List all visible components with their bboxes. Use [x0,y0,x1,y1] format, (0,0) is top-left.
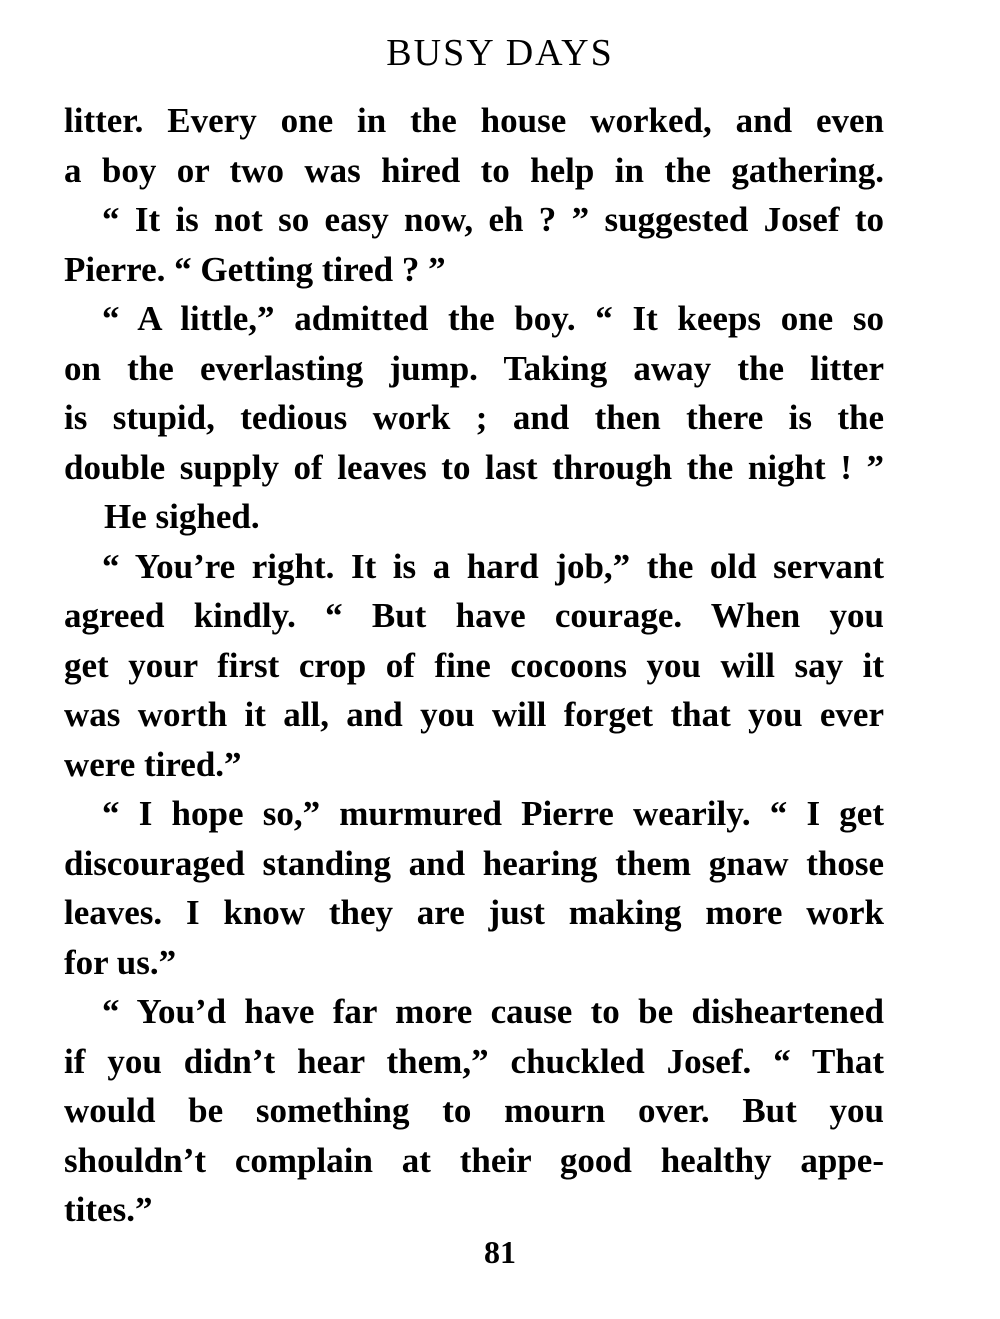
text-line: were tired.” [64,744,242,784]
text-line: “ A little,” admitted the boy. “ It keeps one so [102,299,884,338]
text-line: for us.” [64,942,177,982]
text-line: get your first crop of fine cocoons you will say it [64,645,884,685]
text-line: on the everlasting jump. Taking away the litter [64,348,884,388]
text-line: He sighed. [104,497,260,536]
text-line: is stupid, tedious work ; and then there is the [64,398,884,437]
text-line: would be something to mourn over. But you [64,1091,884,1130]
text-line: leaves. I know they are just making more work [64,893,884,932]
text-line: was worth it all, and you will forget that you ever [64,695,884,734]
text-line: “ I hope so,” murmured Pierre wearily. “ I get [102,794,884,833]
text-line: agreed kindly. “ But have courage. When you [64,596,884,635]
running-head: BUSY DAYS [386,32,614,74]
text-line: litter. Every one in the house worked, and even [64,101,884,140]
text-line: discouraged standing and hearing them gnaw those [64,843,884,883]
body-text [64,96,884,1235]
text-line: Pierre. “ Getting tired ? ” [64,249,446,289]
text-line: “ You’d have far more cause to be disheartened [102,992,884,1031]
text-line: “ It is not so easy now, eh ? ” suggested Josef to [102,200,884,239]
page-number: 81 [484,1234,516,1270]
text-line: tites.” [64,1190,153,1229]
text-line: shouldn’t complain at their good healthy appe- [64,1140,884,1180]
text-line: “ You’re right. It is a hard job,” the old servant [102,546,884,586]
text-line: a boy or two was hired to help in the gathering. [64,150,884,190]
text-line: if you didn’t hear them,” chuckled Josef. “ That [64,1041,884,1081]
text-line: double supply of leaves to last through the night ! ” [64,447,884,487]
